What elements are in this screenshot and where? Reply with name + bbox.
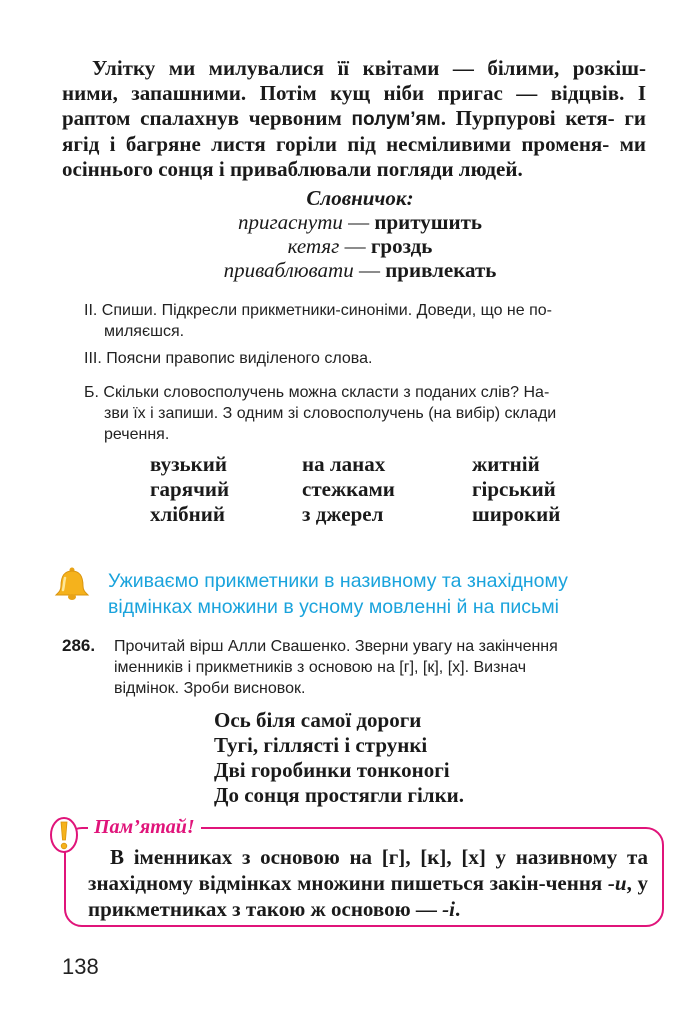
vocabulary-item [150,210,570,234]
word-cell: вузький [150,452,227,476]
passage-line: ними, запашними. Потім кущ ніби пригас — відцвів. І [62,81,646,105]
exclamation-icon [48,816,80,854]
task-text: Б. Скільки словосполучень можна скласти з поданих слів? На- [84,384,550,401]
poem [214,708,464,808]
section-heading-line: відмінках множини в усному мовленні й на письмі [108,596,559,618]
rule-text: у називному та знахідному відмінках множини пишеться закін-чення [88,845,649,895]
poem-line: До сонця простягли гілки. [214,783,465,807]
vocabulary-title: Словничок: [306,186,414,210]
task-b [84,382,654,445]
word-cell: стежками [302,477,395,501]
rule-text: , [446,845,462,869]
task-text: миляєшся. [104,323,185,340]
word-cell: житній [472,452,540,476]
passage-line: . Пурпурові кетя- [440,106,615,130]
poem-line: Тугі, гіллясті і стрункі [214,733,428,757]
sound-k: [к] [420,845,447,869]
task-3 [84,348,654,369]
passage-line: ги ягід і багряне листя горіли під несміливими променя- [62,106,646,156]
exercise-instructions [114,636,654,699]
poem-line: Дві горобинки тонконогі [214,758,450,782]
exercise-line: іменників і прикметників з основою на [г], [к], [х]. Визнач [114,659,527,676]
bell-icon [52,566,92,602]
passage-line: раптом спалахнув червоним [62,106,352,130]
exercise-line: Прочитай вірш Алли Свашенко. Зверни увагу на закінчення [114,638,558,655]
vocabulary-dash: — [339,234,371,258]
vocabulary-dash: — [353,258,386,282]
word-cell: гірський [472,477,556,501]
vocabulary-meaning: привлекать [385,258,497,282]
page-number: 138 [62,954,99,979]
remember-title: Пам’ятай! [88,816,201,839]
word-cell: з джерел [302,502,384,526]
section-heading [108,568,668,620]
word-cell: гарячий [150,477,230,501]
exercise-number: 286. [62,636,96,655]
vocabulary-meaning: гроздь [370,234,433,258]
task-text: речення. [104,426,170,443]
sound-g: [г] [381,845,406,869]
word-column-2 [302,452,395,527]
passage-line: Улітку ми милувалися її квітами — білими, розкіш- [92,56,646,80]
remember-rule [88,844,648,922]
highlighted-word: полум’ям [351,109,441,130]
vocabulary-dash: — [342,210,375,234]
word-cell: на ланах [302,452,386,476]
reading-passage [62,56,646,182]
vocabulary-word: кетяг [287,234,340,258]
exercise-line: відмінок. Зроби висновок. [114,680,306,697]
poem-line: Ось біля самої дороги [214,708,422,732]
section-heading-line: Уживаємо прикметники в називному та знахідному [108,570,568,592]
passage-line: ми осіннього сонця і приваблювали погляди людей. [62,132,647,181]
vocabulary-item [150,234,570,258]
rule-text: , у прикметниках з такою ж основою — [88,871,648,921]
vocabulary-item [150,258,570,282]
word-cell: хлібний [150,502,225,526]
vocabulary-word: приваблювати [223,258,354,282]
ending-y: -и [607,871,627,895]
vocabulary-word: пригаснути [237,210,343,234]
task-text: зви їх і запиши. З одним зі словосполучень (на вибір) склади [104,405,557,422]
task-2 [84,300,654,342]
word-column-1 [150,452,229,527]
rule-text: В іменниках з основою на [110,845,382,869]
task-text: ІІІ. Поясни правопис виділеного слова. [84,350,373,367]
task-text: ІІ. Спиши. Підкресли прикметники-синоніми. Доведи, що не по- [84,302,552,319]
rule-text: , [405,845,421,869]
vocabulary-meaning: притушить [374,210,483,234]
ending-i: -і [442,897,455,921]
word-column-3 [472,452,560,527]
rule-text: . [454,897,461,921]
vocabulary-box [150,186,570,282]
word-cell: широкий [472,502,561,526]
sound-kh: [х] [461,845,486,869]
